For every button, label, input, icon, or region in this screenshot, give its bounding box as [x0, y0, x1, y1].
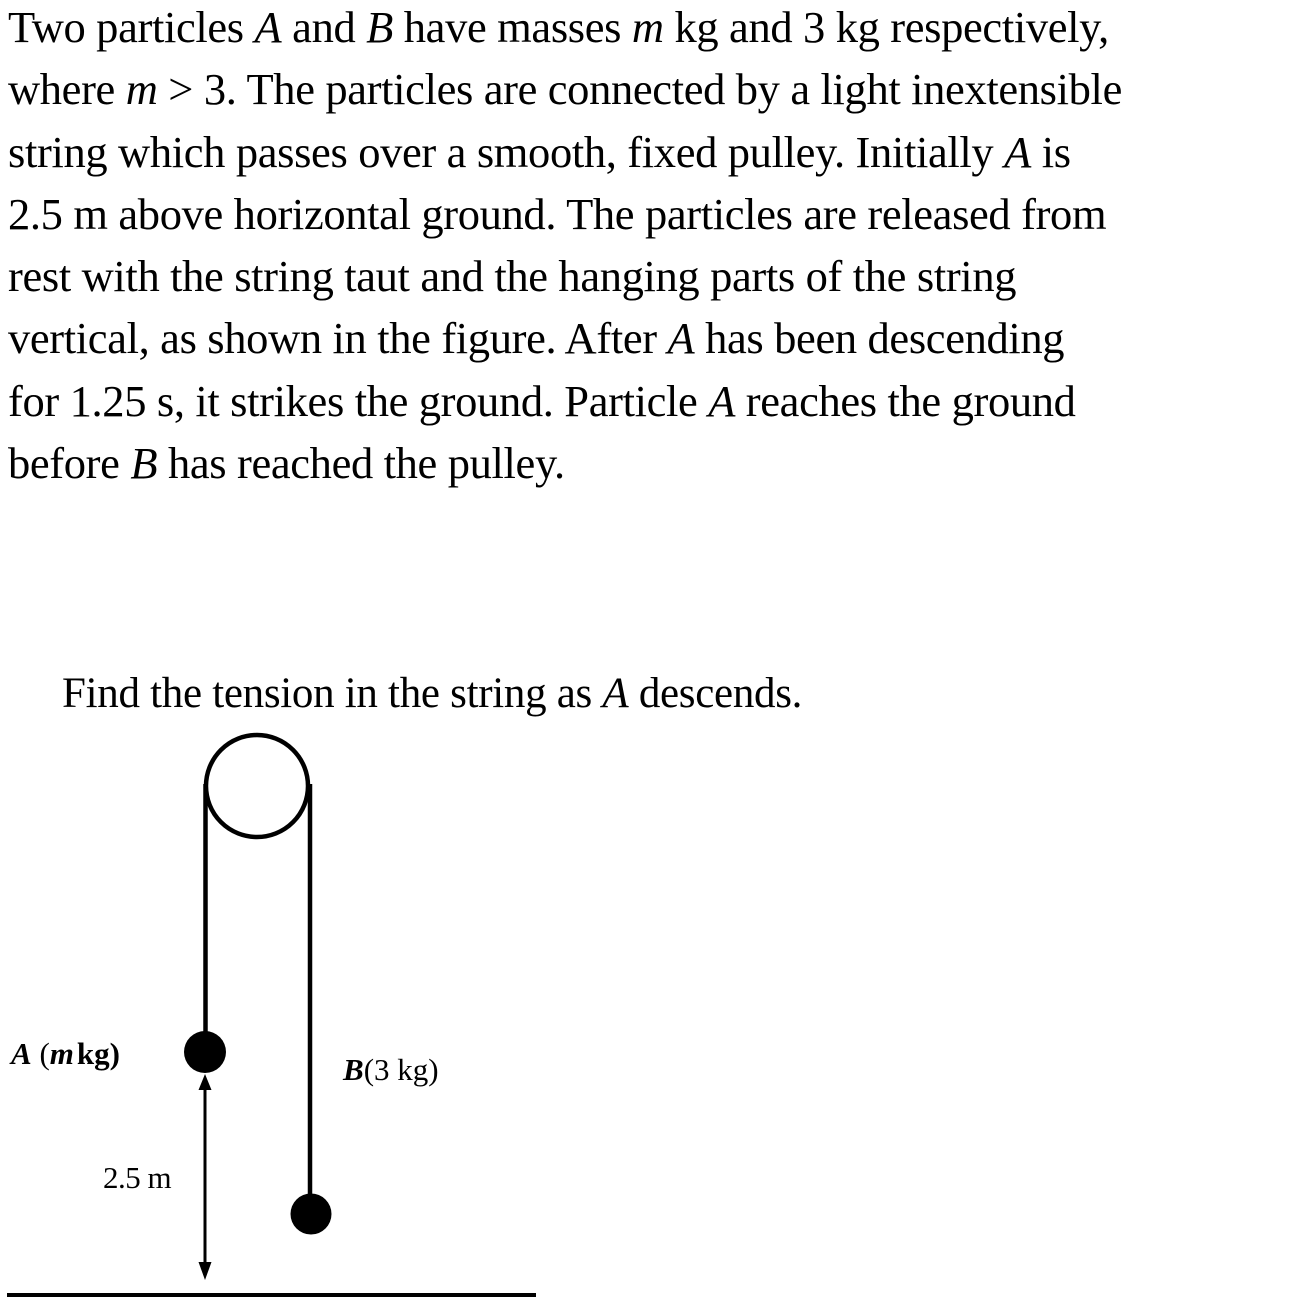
arrow-up-icon — [199, 1074, 212, 1090]
problem-statement — [8, 0, 1316, 494]
math-variable: A — [254, 2, 282, 52]
problem-line — [8, 245, 1316, 307]
problem-line — [8, 121, 1316, 183]
text-run: kg and 3 kg respectively, — [663, 2, 1109, 52]
label-b-var: B — [343, 1052, 364, 1087]
problem-line — [8, 432, 1316, 494]
text-run: > 3. The particles are connected by a light inextensible — [157, 64, 1122, 115]
label-a-mass-var: m — [49, 1036, 74, 1071]
problem-line — [8, 58, 1316, 120]
math-variable: B — [130, 438, 158, 489]
question-text-start: Find the tension in the string as — [62, 670, 603, 717]
problem-line — [8, 0, 1316, 58]
text-run: before — [8, 438, 131, 489]
text-run: Two particles — [8, 2, 255, 52]
text-run: 2.5 m above horizontal ground. The particles are released from — [8, 188, 1107, 239]
math-variable: A — [708, 375, 736, 426]
label-particle-b — [343, 1052, 439, 1088]
question-variable: A — [602, 670, 629, 717]
question-text-end: descends. — [628, 670, 803, 717]
pulley-icon — [206, 735, 308, 837]
problem-line — [8, 370, 1316, 432]
problem-line — [8, 183, 1316, 245]
text-run: has reached the pulley. — [157, 438, 565, 489]
text-run: has been descending — [694, 313, 1065, 364]
pulley-diagram-svg — [0, 730, 560, 1299]
pulley-diagram — [0, 730, 560, 1299]
text-run: reaches the ground — [735, 375, 1076, 426]
label-b-mass: (3 kg) — [363, 1052, 439, 1087]
text-run: is — [1030, 126, 1071, 177]
text-run: rest with the string taut and the hanging parts of the string — [8, 251, 1017, 302]
problem-line — [8, 307, 1316, 369]
text-run: for 1.25 s, it strikes the ground. Particle — [8, 375, 709, 426]
question-prompt — [62, 666, 802, 722]
math-variable: m — [631, 2, 664, 52]
particle-b — [291, 1194, 332, 1235]
text-run: vertical, as shown in the figure. After — [8, 313, 668, 364]
math-variable: A — [1004, 126, 1031, 177]
label-particle-a — [11, 1036, 120, 1072]
label-a-paren: ( — [31, 1036, 50, 1071]
math-variable: A — [667, 313, 695, 364]
label-height: 2.5 m — [103, 1160, 172, 1195]
math-variable: m — [125, 64, 158, 115]
text-run: string which passes over a smooth, fixed pulley. Initially — [8, 126, 1005, 177]
text-run: where — [8, 64, 126, 115]
text-run: and — [281, 2, 367, 52]
text-run: have masses — [393, 2, 632, 52]
label-a-unit: kg) — [76, 1036, 120, 1071]
arrow-down-icon — [199, 1262, 212, 1280]
particle-a — [184, 1031, 226, 1073]
math-variable: B — [366, 2, 393, 52]
label-a-var: A — [11, 1036, 32, 1071]
